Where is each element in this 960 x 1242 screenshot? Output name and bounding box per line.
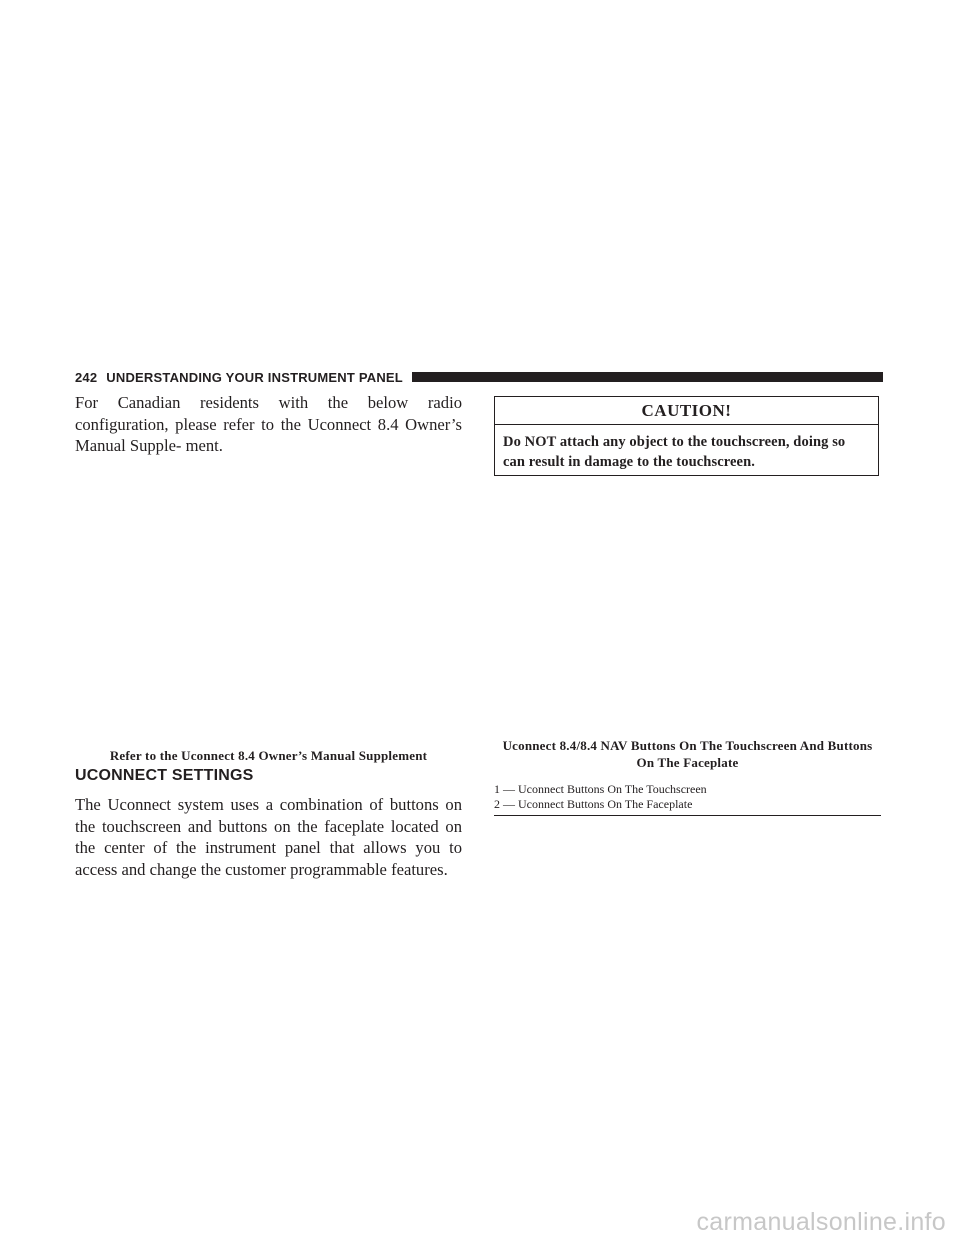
figure-caption-right: Uconnect 8.4/8.4 NAV Buttons On The Touchscreen And Buttons On The Faceplate: [502, 738, 873, 770]
intro-paragraph: For Canadian residents with the below radio configuration, please refer to the Uconnect 8.4 Owner’s Manual Supple- ment.: [75, 393, 462, 455]
figure-caption-left: Refer to the Uconnect 8.4 Owner’s Manual Supplement: [109, 748, 428, 763]
section-title: UNDERSTANDING YOUR INSTRUMENT PANEL: [106, 369, 403, 385]
caution-box: [494, 396, 879, 476]
legend-item: 1 — Uconnect Buttons On The Touchscreen: [494, 782, 707, 796]
page-header: [75, 369, 883, 385]
caution-text: Do NOT attach any object to the touchscreen, doing so can result in damage to the touchscreen.: [503, 434, 846, 470]
settings-heading: UCONNECT SETTINGS: [75, 767, 254, 784]
page-number: 242: [75, 369, 98, 385]
settings-paragraph: The Uconnect system uses a combination of buttons on the touchscreen and buttons on the faceplate located on the center of the instrument panel that allows you to access and change the customer programmable features.: [75, 795, 462, 879]
watermark: carmanualsonline.info: [696, 1208, 946, 1236]
legend-item: 2 — Uconnect Buttons On The Faceplate: [494, 796, 693, 811]
caution-title: CAUTION!: [495, 397, 878, 425]
header-rule: [412, 372, 883, 382]
figure-legend: [494, 782, 881, 816]
